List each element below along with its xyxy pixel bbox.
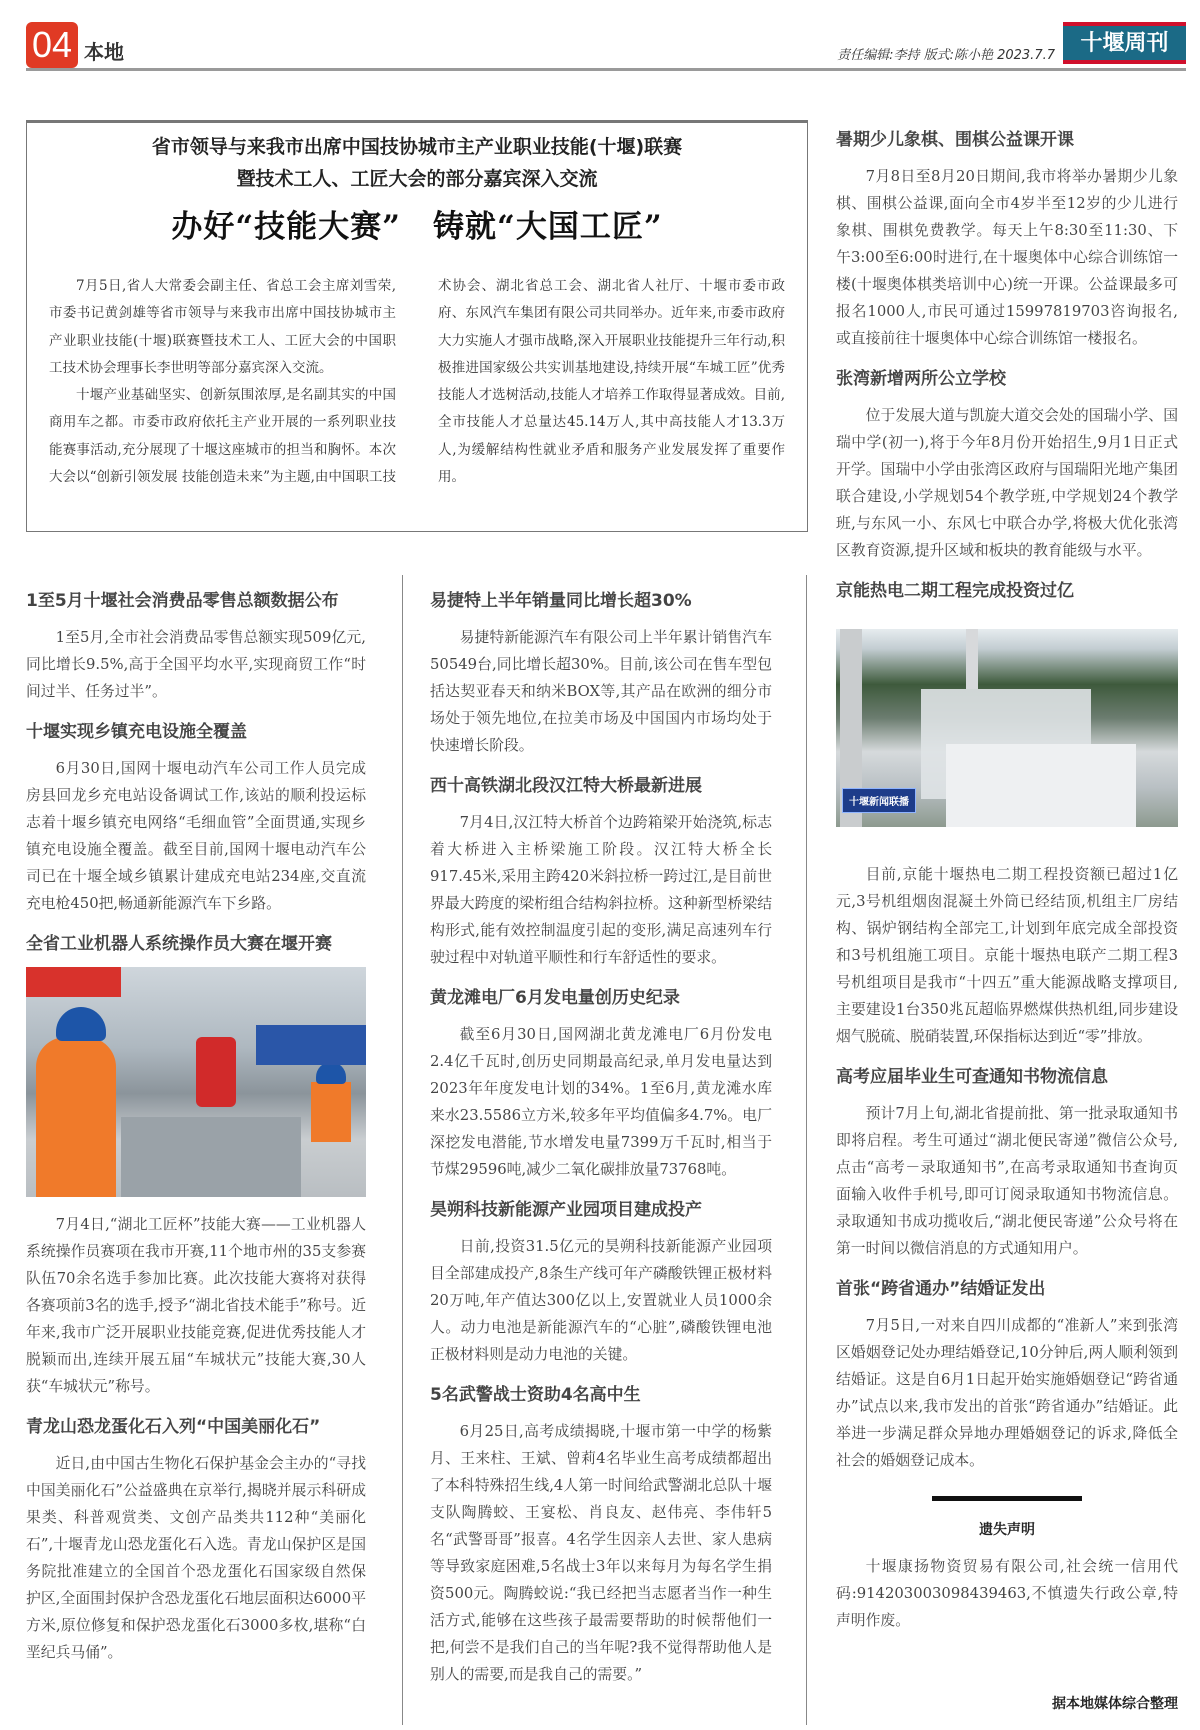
lead-headline: 办好“技能大赛” 铸就“大国工匠” [171,209,663,245]
article-body: 近日,由中国古生物化石保护基金会主办的“寻找中国美丽化石”公益盛典在京举行,揭晓并展示科研成果类、科普观赏类、文创产品类共112种“美丽化石”,十堰青龙山恐龙蛋化石入选。青龙山保护区是国务院批准建立的全国首个恐龙蛋化石国家级自然保护区,全面围封保护含恐龙蛋化石地层面积达6000平方米,原位修复和保护恐龙蛋化石3000多枚,堪称“白垩纪兵马俑”。 [26,1455,366,1661]
article-body: 截至6月30日,国网湖北黄龙滩电厂6月份发电2.4亿千瓦时,创历史同期最高纪录,单月发电量达到2023年年度发电计划的34%。1至6月,黄龙滩水库来水23.5586立方米,较多年平均值偏多4.7%。电厂深挖发电潜能,节水增发电量7399万千瓦时,相当于节煤29596吨,减少二氧化碳排放量73768吨。 [430,1026,772,1178]
article-body: 7月8日至8月20日期间,我市将举办暑期少儿象棋、围棋公益课,面向全市4岁半至12岁的少儿进行象棋、围棋免费教学。每天上午8:30至11:30、下午3:00至6:00时进行,在十堰奥体中心综合训练馆一楼(十堰奥体棋类培训中心)统一开课。公益课最多可报名1000人,市民可通过15997819703咨询报名,或直接前往十堰奥体中心综合训练馆一楼报名。 [836,168,1178,347]
notice-body: 十堰康扬物资贸易有限公司,社会统一信用代码:91420300309843946​3,不慎遗失行政公章,特声明作废。 [836,1558,1178,1629]
right-column [836,125,1178,1725]
lead-story [26,120,808,532]
lead-kicker: 省市领导与来我市出席中国技协城市主产业职业技能(十堰)联赛 [151,136,683,158]
article-body: 位于发展大道与凯旋大道交会处的国瑞小学、国瑞中学(初一),将于今年8月份开始招生,9月1日正式开学。国瑞中小学由张湾区政府与国瑞阳光地产集团联合建设,小学规划54个教学班,中学规划24个教学班,与东风一小、东风七中联合办学,将极大优化张湾区教育资源,提升区域和板块的教育能级与水平。 [836,407,1178,559]
lead-kicker-2: 暨技术工人、工匠大会的部分嘉宾深入交流 [236,168,598,190]
article-body: 预计7月上旬,湖北省提前批、第一批录取通知书即将启程。考生可通过“湖北便民寄递”微信公众号,点击“高考－录取通知书”,在高考录取通知书查询页面输入收件手机号,即可订阅录取通知书物流信息。录取通知书成功揽收后,“湖北便民寄递”公众号将在第一时间以微信消息的方式通知用户。 [836,1105,1178,1257]
article-body: 7月4日,汉江特大桥首个边跨箱梁开始浇筑,标志着大桥进入主桥梁施工阶段。汉江特大桥全长917.45米,采用主跨420米斜拉桥一跨过江,是目前世界最大跨度的梁桁组合结构斜拉桥。这种新型桥梁结构形式,能有效控制温度引起的变形,满足高速列车行驶过程中对轨道平顺性和行车舒适性的要求。 [430,814,772,966]
article-body: 6月25日,高考成绩揭晓,十堰市第一中学的杨紫月、王来柱、王斌、曾莉4名毕业生高考成绩都超出了本科特殊招生线,4人第一时间给武警湖北总队十堰支队陶腾蛟、王宴松、肖良友、赵伟亮、李伟轩5名“武警哥哥”报喜。4名学生因亲人去世、家人患病等导致家庭困难,5名战士3年以来每月为每名学生捐资500元。陶腾蛟说:“我已经把当志愿者当作一种生活方式,能够在这些孩子最需要帮助的时候帮他们一把,何尝不是我们自己的当年呢?我不觉得帮助他人是别人的需要,而是我自己的需要。” [430,1423,772,1683]
article-title: 首张“跨省通办”结婚证发出 [836,1279,1046,1299]
article-title: 十堰实现乡镇充电设施全覆盖 [26,722,247,742]
masthead-logo: 十堰周刊 [1063,22,1186,64]
article-title: 京能热电二期工程完成投资过亿 [836,581,1074,601]
section-title: 本地 [84,40,124,64]
lead-body [49,273,785,491]
article-body: 易捷特新能源汽车有限公司上半年累计销售汽车50549台,同比增长超30%。目前,该公司在售车型包括达契亚春天和纳米BOX等,其产品在欧洲的细分市场处于领先地位,在拉美市场及中国国内市场均处于快速增长阶段。 [430,629,772,754]
source-credit: 据本地媒体综合整理 [1052,1696,1178,1712]
article-body: 7月4日,“湖北工匠杯”技能大赛——工业机器人系统操作员赛项在我市开赛,11个地市州的35支参赛队伍70余名选手参加比赛。此次技能大赛将对获得各赛项前3名的选手,授予“湖北省技术能手”称号。近年来,我市广泛开展职业技能竞赛,促进优秀技能人才脱颖而出,连续开展五届“车城状元”技能大赛,30人获“车城状元”称号。 [26,1216,366,1395]
left-column [26,586,366,1678]
header-rule [26,68,1186,71]
middle-column [430,586,772,1700]
power-plant-photo [836,629,1178,827]
notice-title: 遗失声明 [979,1522,1035,1538]
lead-paragraph: 十堰产业基础坚实、创新氛围浓厚,是名副其实的中国商用车之都。市委市政府依托主产业开展的一系列职业技能赛事活动,充分展现了十堰这座城市的担当和胸怀。本次大会以“创新引领发展 技能创造未来”为主题,由中国职工技术协会、湖北省总工会、湖北省人社厅、十堰市委市政府、东风汽车集团有限公司共同举办。近年来,市委市政府大力实施人才强市战略,深入开展职业技能提升三年行动,积极推进国家级公共实训基地建设,持续开展“车城工匠”优秀技能人才选树活动,技能人才培养工作取得显著成效。目前,全市技能人才总量达45.14万人,其中高技能人才13.3万人,为缓解结构性就业矛盾和服务产业发展发挥了重要作用。 [49,278,785,486]
article-body: 1至5月,全市社会消费品零售总额实现509亿元,同比增长9.5%,高于全国平均水平,实现商贸工作“时间过半、任务过半”。 [26,629,366,700]
article-title: 黄龙滩电厂6月发电量创历史纪录 [430,988,680,1008]
article-body: 日前,投资31.5亿元的昊朔科技新能源产业园项目全部建成投产,8条生产线可年产磷酸铁锂正极材料20万吨,年产值达300亿以上,安置就业人员1000余人。动力电池是新能源汽车的“心脏”,磷酸铁锂电池正极材料则是动力电池的关键。 [430,1238,772,1363]
column-divider [806,575,807,1725]
article-title: 西十高铁湖北段汉江特大桥最新进展 [430,776,702,796]
article-title: 易捷特上半年销量同比增长超30% [430,591,692,611]
article-title: 张湾新增两所公立学校 [836,369,1006,389]
notice-divider [932,1496,1082,1501]
article-title: 昊朔科技新能源产业园项目建成投产 [430,1200,702,1220]
article-title: 青龙山恐龙蛋化石入列“中国美丽化石” [26,1417,321,1437]
article-body: 7月5日,一对来自四川成都的“准新人”来到张湾区婚姻登记处办理结婚登记,10分钟后,两人顺利领到结婚证。这是自6月1日起开始实施婚姻登记“跨省通办”试点以来,我市发出的首张“跨省通办”结婚证。此举进一步满足群众异地办理婚姻登记的诉求,降低全社会的婚姻登记成本。 [836,1317,1178,1469]
tv-news-tag: 十堰新闻联播 [842,788,916,813]
column-divider [402,575,403,1725]
article-title: 暑期少儿象棋、围棋公益课开课 [836,130,1074,150]
article-title: 5名武警战士资助4名高中生 [430,1385,641,1405]
editor-credits: 责任编辑:李持 版式:陈小艳 2023.7.7 [837,48,1055,63]
article-body: 目前,京能十堰热电二期工程投资额已超过1亿元,3号机组烟囱混凝土外筒已经结顶,机组主厂房结构、锅炉钢结构全部完工,计划到年底完成全部投资和3号机组施工项目。京能十堰热电联产二期工程3号机组项目是我市“十四五”重大能源战略支撑项目,主要建设1台350兆瓦超临界燃煤供热机组,同步建设烟气脱硫、脱硝装置,环保指标达到近“零”排放。 [836,866,1178,1045]
lead-paragraph: 7月5日,省人大常委会副主任、省总工会主席刘雪荣,市委书记黄剑雄等省市领导与来我市出席中国技协城市主产业职业技能(十堰)联赛暨技术工人、工匠大会的中国职工技术协会理事长李世明等部分嘉宾深入交流。 [49,278,396,376]
article-title: 高考应届毕业生可查通知书物流信息 [836,1067,1108,1087]
page-number: 04 [26,22,78,68]
robot-competition-photo [26,967,366,1197]
article-title: 1至5月十堰社会消费品零售总额数据公布 [26,591,339,611]
article-body: 6月30日,国网十堰电动汽车公司工作人员完成房县回龙乡充电站设备调试工作,该站的顺利投运标志着十堰乡镇充电网络“毛细血管”全面贯通,实现乡镇充电设施全覆盖。截至目前,国网十堰电动汽车公司已在十堰全域乡镇累计建成充电站234座,交直流充电枪450把,畅通新能源汽车下乡路。 [26,760,366,912]
article-title: 全省工业机器人系统操作员大赛在堰开赛 [26,934,332,954]
